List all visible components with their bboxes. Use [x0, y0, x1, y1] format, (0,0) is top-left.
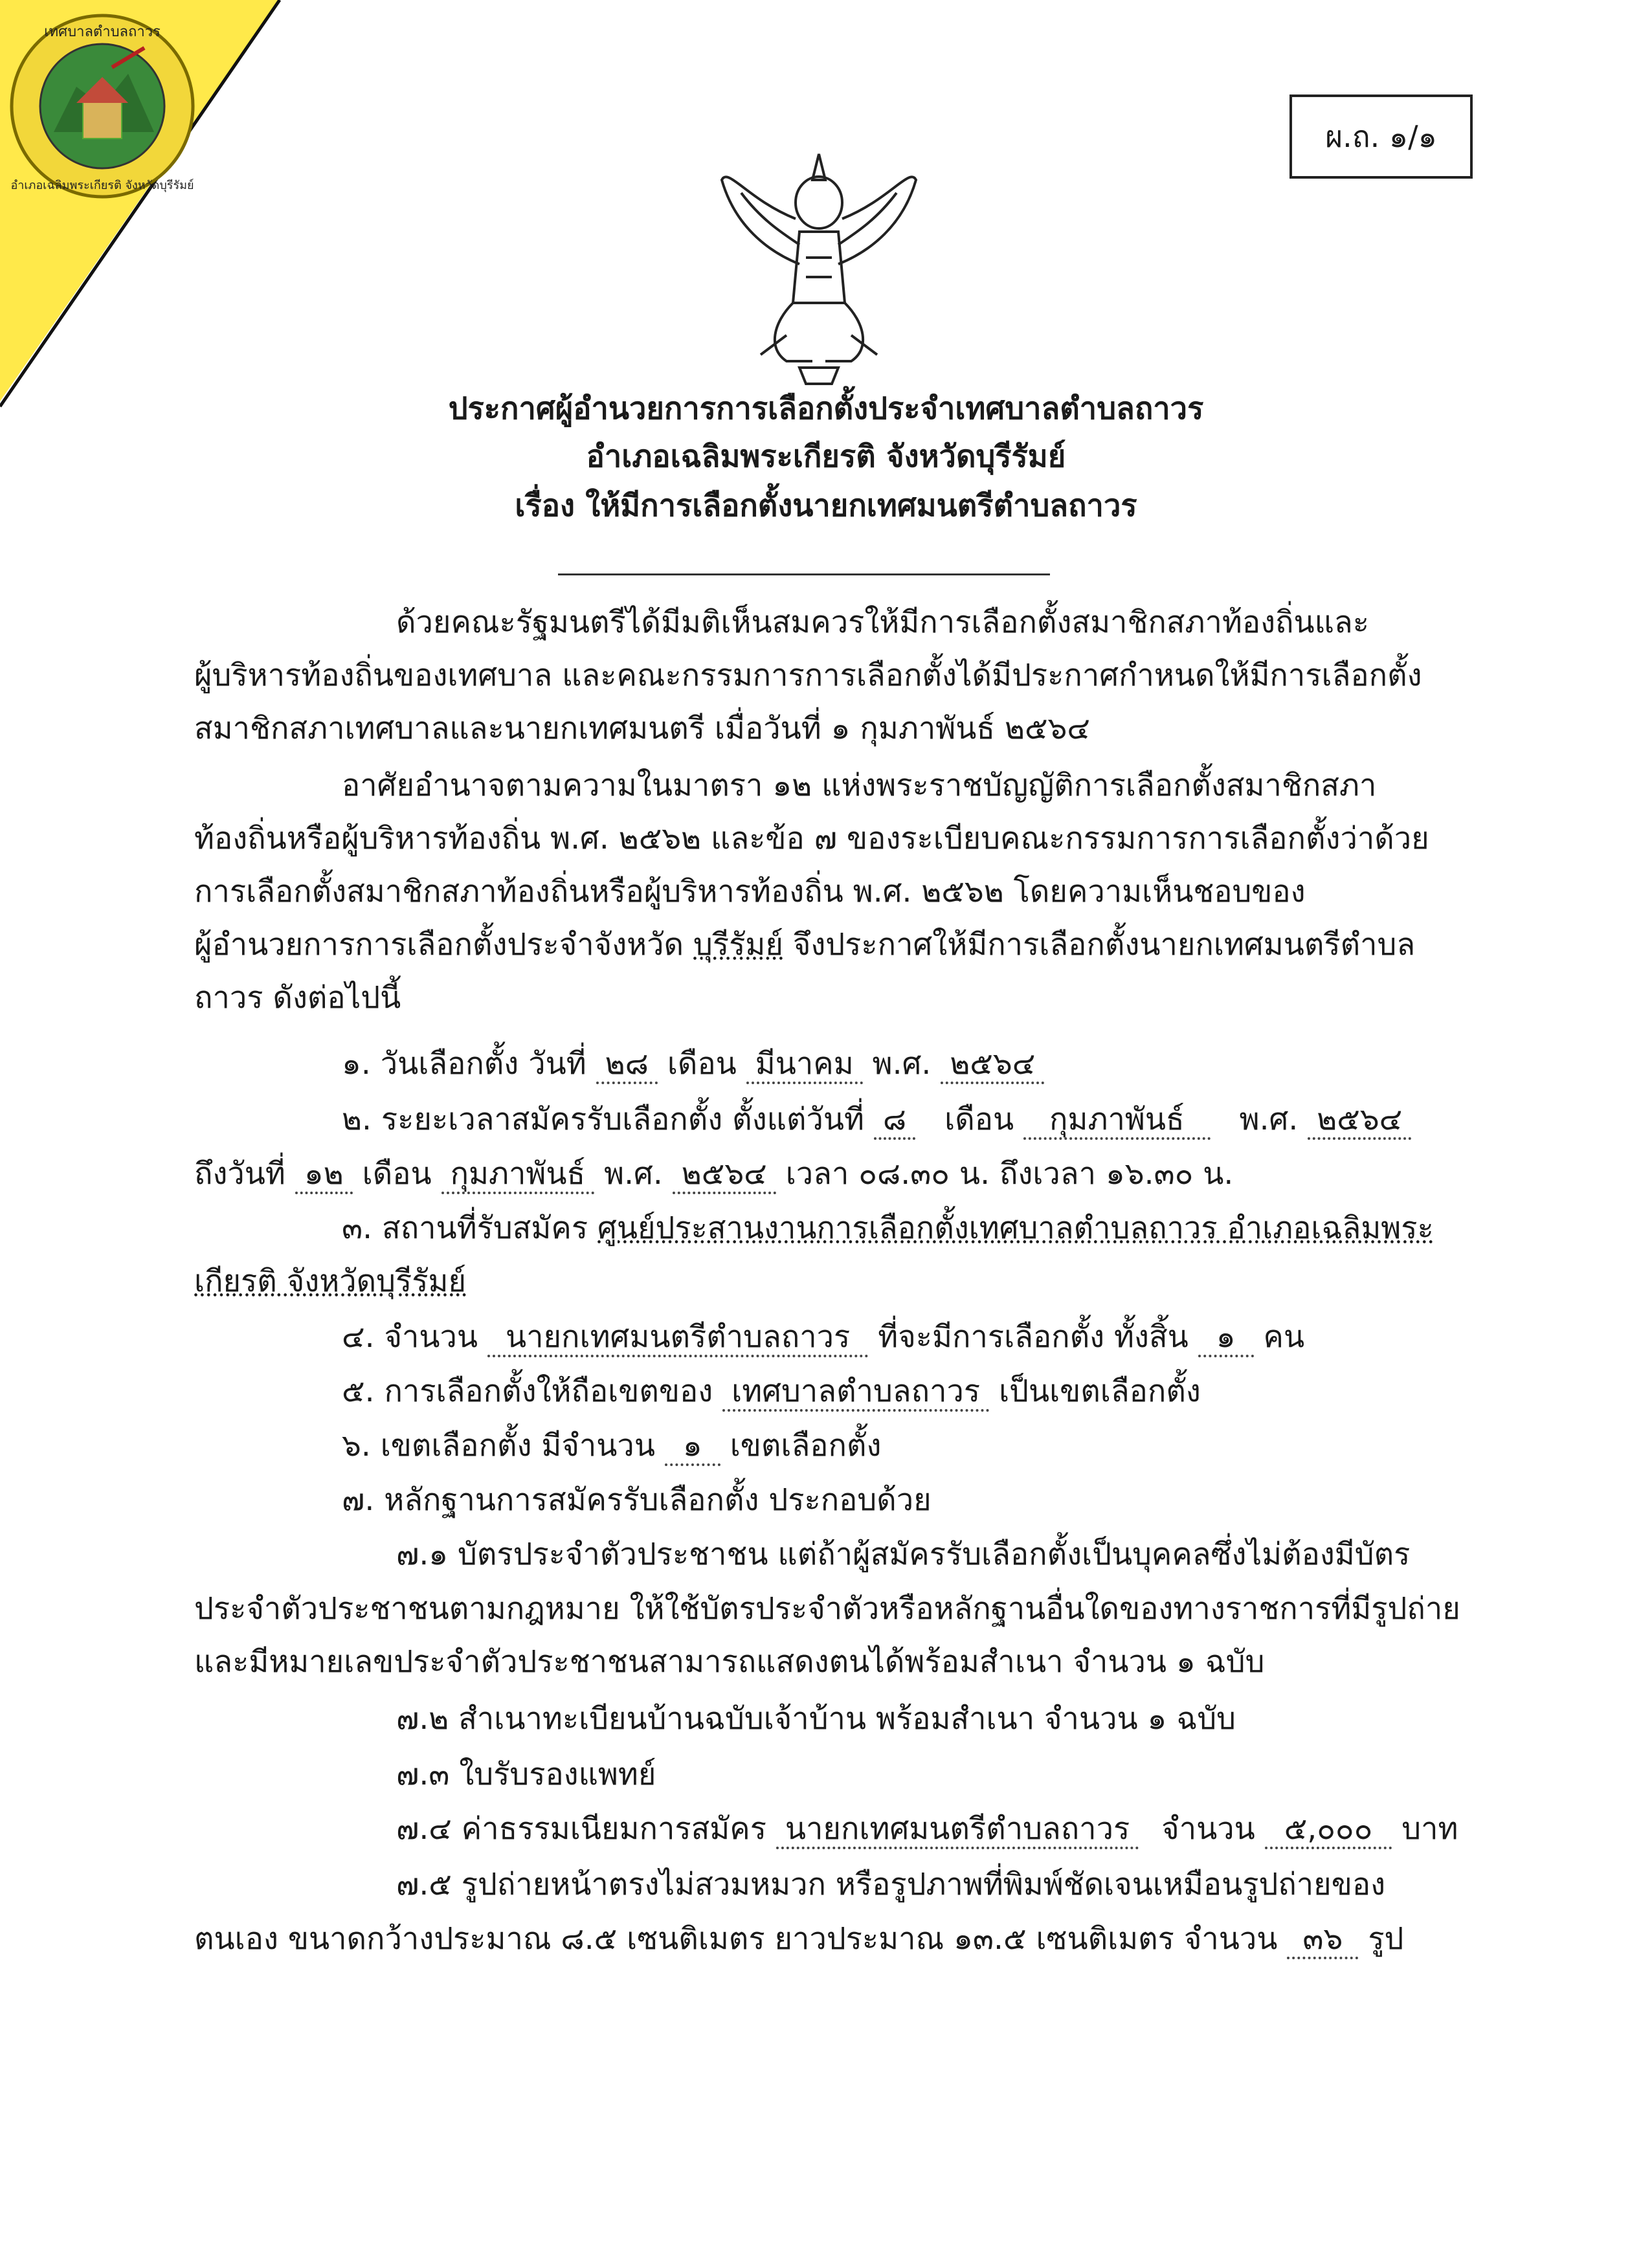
- item6-label: ๖. เขตเลือกตั้ง มีจำนวน: [342, 1428, 655, 1463]
- item6-suffix: เขตเลือกตั้ง: [730, 1428, 882, 1463]
- item7-4-unit: บาท: [1401, 1811, 1458, 1847]
- heading-line-3: เรื่อง ให้มีการเลือกตั้งนายกเทศมนตรีตำบลถาวร: [515, 488, 1137, 524]
- item3-place-continued: [194, 1262, 466, 1301]
- item7-4-amount-label: จำนวน: [1161, 1811, 1255, 1847]
- item2-from-day-fill: ๘: [874, 1102, 915, 1140]
- item1-year-fill: ๒๕๖๔: [941, 1047, 1044, 1084]
- item2-to-label: ถึงวันที่: [194, 1156, 285, 1192]
- para2-line-4: [194, 926, 1415, 964]
- para1-line-3: สมาชิกสภาเทศบาลและนายกเทศมนตรี เมื่อวันที่ ๑ กุมภาพันธ์ ๒๕๖๔: [194, 711, 1090, 746]
- item2-to-month-fill: กุมภาพันธ์: [441, 1157, 595, 1194]
- item1-month-fill: มีนาคม: [746, 1047, 863, 1084]
- item7-5-count-fill: ๓๖: [1287, 1922, 1358, 1959]
- item2-time: เวลา ๐๘.๓๐ น. ถึงเวลา ๑๖.๓๐ น.: [785, 1156, 1234, 1192]
- item7-5-unit: รูป: [1368, 1921, 1404, 1957]
- item2-application-end: [194, 1155, 1233, 1194]
- item7-1-line-1: ๗.๑ บัตรประจำตัวประชาชน แต่ถ้าผู้สมัครรับเลือกตั้งเป็นบุคคลซึ่งไม่ต้องมีบัตร: [396, 1537, 1411, 1572]
- para2-line-4-end: จึงประกาศให้มีการเลือกตั้งนายกเทศมนตรีตำบล: [792, 927, 1416, 962]
- item2-from-month-fill: กุมภาพันธ์: [1023, 1102, 1211, 1140]
- item3-application-place: [342, 1209, 1434, 1248]
- item7-4-amount-fill: ๕,๐๐๐: [1265, 1812, 1392, 1849]
- item1-year-label: พ.ศ.: [872, 1046, 932, 1082]
- item6-count-fill: ๑: [665, 1429, 720, 1466]
- item7-5-line-2: [194, 1920, 1403, 1959]
- item5-suffix: เป็นเขตเลือกตั้ง: [999, 1373, 1201, 1409]
- item7-3: ๗.๓ ใบรับรองแพทย์: [396, 1757, 656, 1792]
- item5-label: ๕. การเลือกตั้งให้ถือเขตของ: [342, 1373, 713, 1409]
- garuda-emblem: [709, 141, 929, 387]
- para1-line-2: ผู้บริหารท้องถิ่นของเทศบาล และคณะกรรมการการเลือกตั้งได้มีประกาศกำหนดให้มีการเลือกตั้ง: [194, 658, 1422, 693]
- item3-label: ๓. สถานที่รับสมัคร: [342, 1210, 588, 1246]
- para2-line-5: ถาวร ดังต่อไปนี้: [194, 980, 401, 1016]
- item1-label: ๑. วันเลือกตั้ง วันที่: [342, 1046, 586, 1082]
- svg-text:เทศบาลตำบลถาวร: เทศบาลตำบลถาวร: [44, 24, 161, 40]
- svg-text:อำเภอเฉลิมพระเกียรติ จังหวัดบุ: อำเภอเฉลิมพระเกียรติ จังหวัดบุรีรัมย์: [10, 179, 194, 192]
- item7-1-line-3: และมีหมายเลขประจำตัวประชาชนสามารถแสดงตนได้พร้อมสำเนา จำนวน ๑ ฉบับ: [194, 1644, 1265, 1680]
- item7-4-label: ๗.๔ ค่าธรรมเนียมการสมัคร: [396, 1811, 766, 1847]
- province-fill: บุรีรัมย์: [693, 927, 783, 962]
- form-code-box: ผ.ถ. ๑/๑: [1289, 94, 1473, 179]
- item7-2: ๗.๒ สำเนาทะเบียนบ้านฉบับเจ้าบ้าน พร้อมสำเนา จำนวน ๑ ฉบับ: [396, 1701, 1236, 1737]
- item4-count-fill: ๑: [1198, 1320, 1254, 1357]
- item2-application-period: [342, 1100, 1411, 1140]
- heading-divider: [558, 573, 1050, 575]
- para2-line-1: อาศัยอำนาจตามความในมาตรา ๑๒ แห่งพระราชบัญญัติการเลือกตั้งสมาชิกสภา: [342, 768, 1377, 803]
- para2-line-4-start: ผู้อำนวยการการเลือกตั้งประจำจังหวัด: [194, 927, 684, 962]
- item3-place-fill-2: เกียรติ จังหวัดบุรีรัมย์: [194, 1263, 466, 1299]
- item2-label: ๒. ระยะเวลาสมัครรับเลือกตั้ง ตั้งแต่วันที่: [342, 1102, 864, 1137]
- item4-unit: คน: [1263, 1319, 1305, 1355]
- item6-number-of-districts: [342, 1427, 881, 1466]
- item7-title: ๗. หลักฐานการสมัครรับเลือกตั้ง ประกอบด้วย: [342, 1482, 932, 1518]
- item2-year-label: พ.ศ.: [1239, 1102, 1299, 1137]
- para2-line-2: ท้องถิ่นหรือผู้บริหารท้องถิ่น พ.ศ. ๒๕๖๒ และข้อ ๗ ของระเบียบคณะกรรมการการเลือกตั้งว่าด้วย: [194, 821, 1429, 856]
- item2-to-month-label: เดือน: [362, 1156, 432, 1192]
- item2-to-day-fill: ๑๒: [295, 1157, 353, 1194]
- item4-number-of-positions: [342, 1318, 1304, 1357]
- item7-5-line-1: ๗.๕ รูปถ่ายหน้าตรงไม่สวมหมวก หรือรูปภาพที่พิมพ์ชัดเจนเหมือนรูปถ่ายของ: [396, 1867, 1386, 1902]
- item5-area-fill: เทศบาลตำบลถาวร: [722, 1374, 989, 1412]
- para2-line-3: การเลือกตั้งสมาชิกสภาท้องถิ่นหรือผู้บริหารท้องถิ่น พ.ศ. ๒๕๖๒ โดยความเห็นชอบของ: [194, 874, 1306, 909]
- item4-middle: ที่จะมีการเลือกตั้ง ทั้งสิ้น: [878, 1319, 1189, 1355]
- item2-to-year-label: พ.ศ.: [604, 1156, 663, 1192]
- item7-4-fee: [396, 1810, 1458, 1849]
- item7-1-line-2: ประจำตัวประชาชนตามกฎหมาย ให้ใช้บัตรประจำตัวหรือหลักฐานอื่นใดของทางราชการที่มีรูปถ่าย: [194, 1591, 1460, 1627]
- item4-position-fill: นายกเทศมนตรีตำบลถาวร: [487, 1320, 868, 1357]
- item7-4-position-fill: นายกเทศมนตรีตำบลถาวร: [776, 1812, 1139, 1849]
- item2-to-year-fill: ๒๕๖๔: [673, 1157, 776, 1194]
- item5-electoral-area: [342, 1372, 1201, 1412]
- item1-election-date: [342, 1045, 1044, 1084]
- item1-month-label: เดือน: [667, 1046, 737, 1082]
- municipal-seal-logo: [5, 9, 199, 203]
- para1-line-1: ด้วยคณะรัฐมนตรีได้มีมติเห็นสมควรให้มีการเลือกตั้งสมาชิกสภาท้องถิ่นและ: [396, 605, 1369, 640]
- item2-from-year-fill: ๒๕๖๔: [1308, 1102, 1411, 1140]
- heading-line-1: ประกาศผู้อำนวยการการเลือกตั้งประจำเทศบาลตำบลถาวร: [448, 391, 1204, 427]
- item3-place-fill: ศูนย์ประสานงานการเลือกตั้งเทศบาลตำบลถาวร อำเภอเฉลิมพระ: [597, 1210, 1434, 1246]
- heading-line-2: อำเภอเฉลิมพระเกียรติ จังหวัดบุรีรัมย์: [586, 439, 1066, 474]
- item1-day-fill: ๒๘: [596, 1047, 658, 1084]
- item2-month-label: เดือน: [944, 1102, 1014, 1137]
- item7-5-text: ตนเอง ขนาดกว้างประมาณ ๘.๕ เซนติเมตร ยาวประมาณ ๑๓.๕ เซนติเมตร จำนวน: [194, 1921, 1278, 1957]
- item4-label: ๔. จำนวน: [342, 1319, 478, 1355]
